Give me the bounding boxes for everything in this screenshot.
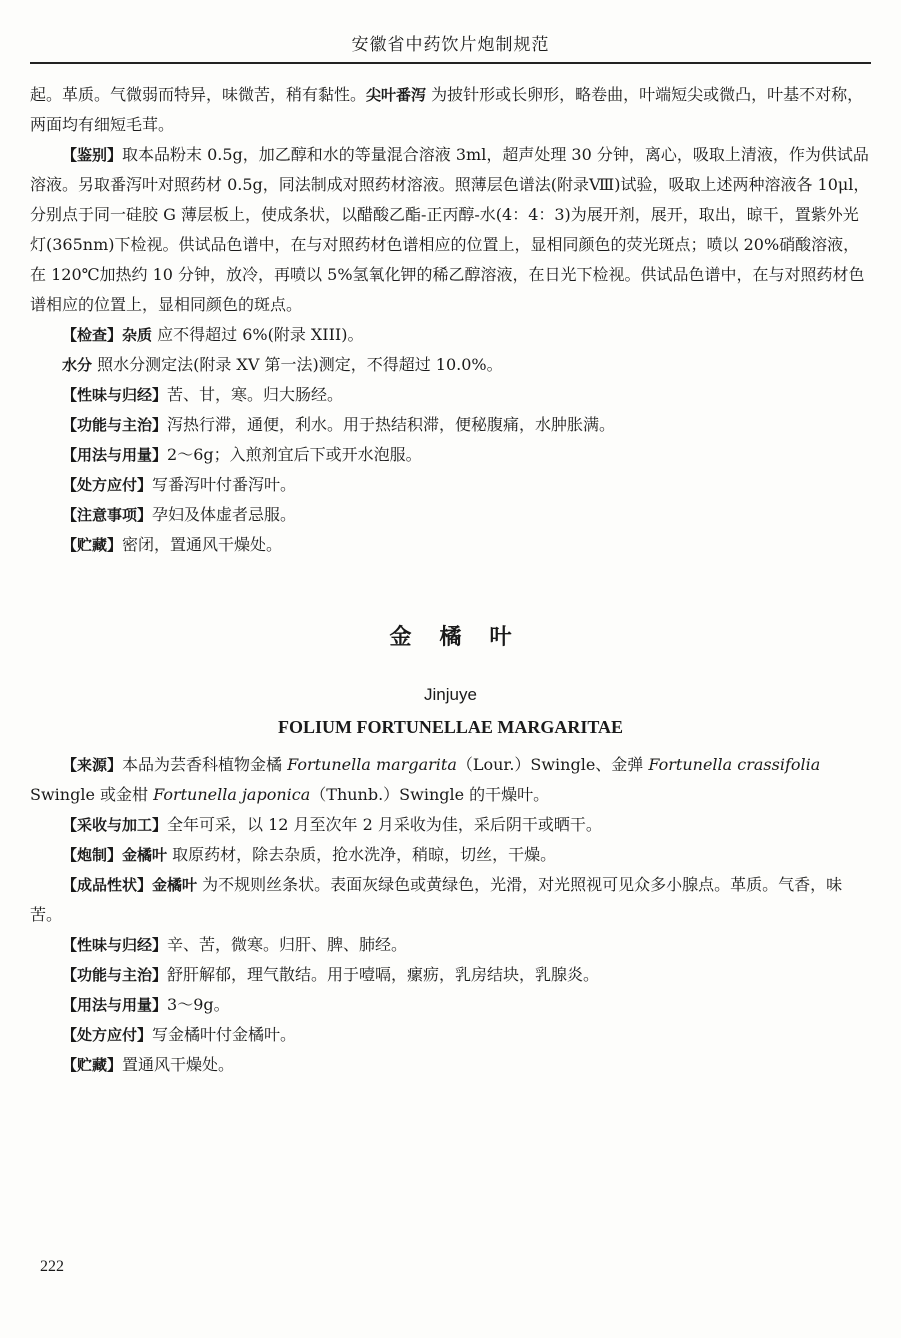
section-label: 【来源】 [62,756,123,774]
section-label: 【性味与归经】 [62,936,168,954]
precautions [30,500,871,530]
entry-latin-name: FOLIUM FORTUNELLAE MARGARITAE [277,717,624,737]
source-paragraph [30,750,871,810]
entry-pinyin: Jinjuye [424,685,477,704]
function-indication [30,410,871,440]
section-label: 【处方应付】 [62,476,153,494]
page-number: 222 [40,1258,64,1275]
section-label: 【贮藏】 [62,1056,123,1074]
preparation [30,840,871,870]
harvest-processing [30,810,871,840]
text-run: （Lour.）Swingle、金弹 [456,755,649,774]
function-indication [30,960,871,990]
text-run: 本品为芸香科植物金橘 [122,755,288,774]
text-run: 为披针形或长卵形，略卷曲，叶端短尖或微凸，叶基不对称，两面均有细短毛茸。 [30,85,864,134]
section-label: 【功能与主治】 [62,966,168,984]
nature-meridian [30,930,871,960]
entry-title: 金橘叶 [389,625,540,650]
text-run: 取原药材，除去杂质，抢水洗净，稍晾，切丝，干燥。 [167,845,557,864]
text-run: Swingle 或金柑 [30,785,154,804]
section-label: 【鉴别】 [62,146,123,164]
storage [30,530,871,560]
section-label: 【用法与用量】 [62,996,168,1014]
species-name: Fortunella margarita [287,755,457,774]
text-run: 泻热行滞，通便，利水。用于热结积滞，便秘腹痛，水肿胀满。 [167,415,616,434]
text-run: 取本品粉末 0.5g，加乙醇和水的等量混合溶液 3ml，超声处理 30 分钟，离心，吸取上清液，作为供试品溶液。另取番泻叶对照药材 0.5g，同法制成对照药材溶液。照薄层色谱法(附录Ⅷ)试验，吸取上述两种溶液各 10μl，分别点于同一硅胶 G 薄层板上，使成条状，以醋酸乙酯-正丙醇-水(4：4：3)为展开剂，展开，取出，晾干，置紫外光灯(365nm)下检视。供试品色谱中，在与对照药材色谱相应的位置上，显相同颜色的荧光斑点；喷以 20%硝酸溶液，在 120℃加热约 10 分钟，放冷，再喷以 5%氢氧化钾的稀乙醇溶液，在日光下检视。供试品色谱中，在与对照药材色谱相应的位置上，显相同颜色的斑点。 [30,145,870,314]
section-label: 【成品性状】金橘叶 [62,876,198,894]
text-run: 3～9g。 [167,995,230,1014]
usage-dosage [30,990,871,1020]
section-label: 【功能与主治】 [62,416,168,434]
description-paragraph [30,80,871,140]
text-run: 起。革质。气微弱而特异，味微苦，稍有黏性。 [30,85,367,104]
text-run: （Thunb.）Swingle 的干燥叶。 [310,785,550,804]
text-run: 密闭，置通风干燥处。 [122,535,283,554]
section-label: 【采收与加工】 [62,816,168,834]
previous-entry-tail [30,80,871,560]
inspection-moisture [30,350,871,380]
nature-meridian [30,380,871,410]
text-run: 照水分测定法(附录 XV 第一法)测定，不得超过 10.0%。 [92,355,503,374]
entry-body [30,750,871,1080]
section-label: 【注意事项】 [62,506,153,524]
species-name: Fortunella crassifolia [648,755,821,774]
section-label: 水分 [62,356,93,374]
prescription-dispensing [30,1020,871,1050]
section-label: 【性味与归经】 [62,386,168,404]
text-run: 应不得超过 6%(附录 XIII)。 [152,325,364,344]
running-header: 安徽省中药饮片炮制规范 [351,35,550,55]
text-run: 置通风干燥处。 [122,1055,235,1074]
storage [30,1050,871,1080]
inspection-impurity [30,320,871,350]
section-label: 【炮制】金橘叶 [62,846,168,864]
bold-term: 尖叶番泻 [366,86,427,104]
text-run: 全年可采，以 12 月至次年 2 月采收为佳，采后阴干或晒干。 [167,815,602,834]
section-label: 【用法与用量】 [62,446,168,464]
species-name: Fortunella japonica [153,785,311,804]
text-run: 苦、甘，寒。归大肠经。 [167,385,344,404]
text-run: 写番泻叶付番泻叶。 [152,475,297,494]
section-label: 【处方应付】 [62,1026,153,1044]
text-run: 为不规则丝条状。表面灰绿色或黄绿色，光滑，对光照视可见众多小腺点。革质。气香，味苦。 [30,875,843,924]
usage-dosage [30,440,871,470]
section-label: 【检查】杂质 [62,326,153,344]
text-run: 孕妇及体虚者忌服。 [152,505,297,524]
identification-paragraph [30,140,871,320]
text-run: 写金橘叶付金橘叶。 [152,1025,297,1044]
text-run: 舒肝解郁，理气散结。用于噎嗝，瘰疬，乳房结块，乳腺炎。 [167,965,600,984]
prescription-dispensing [30,470,871,500]
section-label: 【贮藏】 [62,536,123,554]
header-rule [30,62,871,64]
text-run: 辛、苦，微寒。归肝、脾、肺经。 [167,935,408,954]
product-characteristics [30,870,871,930]
text-run: 2～6g；入煎剂宜后下或开水泡服。 [167,445,422,464]
